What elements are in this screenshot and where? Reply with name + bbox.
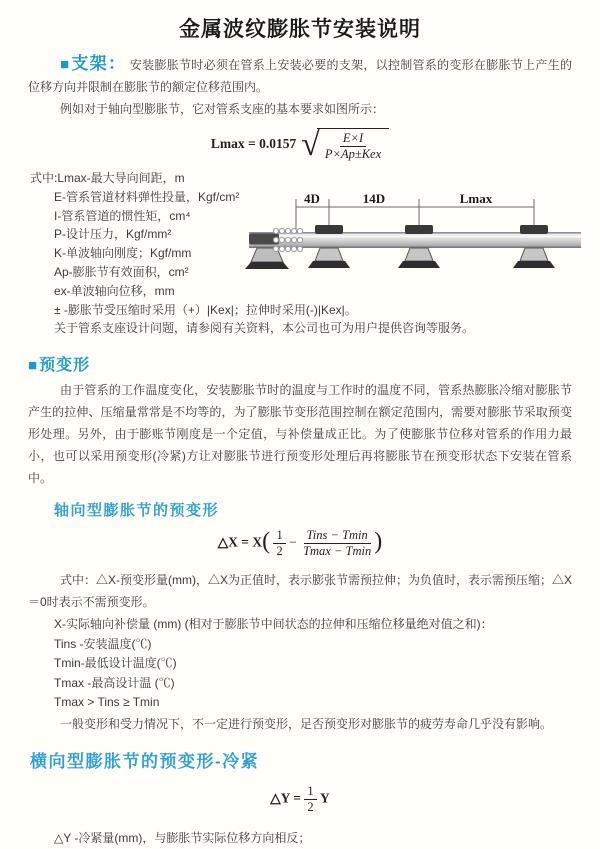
axial-explain-paragraph: 式中：△X-预变形量(mm)，△X为正值时，表示膨张节需预拉伸；为负值时，表示需预压缩；△X＝0时表示不需预变形。 — [28, 573, 572, 610]
fraction-numerator: E×I — [340, 131, 366, 147]
guide-spacing-formula — [28, 125, 572, 163]
square-bullet-icon: ■ — [28, 357, 39, 375]
temperature-fraction — [300, 528, 374, 559]
radicand — [317, 128, 389, 162]
temp-definition: Tins -安装温度(℃) — [54, 636, 152, 651]
lateral-note: △Y -冷紧量(mm)，与膨胀节实际位移方向相反； — [54, 830, 311, 845]
support-section-heading — [60, 54, 126, 73]
definition-line: 式中:Lmax-最大导向间距，m — [30, 171, 185, 185]
fraction-denominator: 2 — [307, 799, 314, 814]
sqrt-fraction — [322, 131, 384, 162]
document-content — [0, 53, 600, 849]
support-example-line: 例如对于轴向型膨胀节，它对管系支座的基本要求如图所示： — [60, 102, 385, 116]
definition-line: I-管系管道的惯性矩，cm⁴ — [54, 208, 191, 223]
definition-line: P-设计压力，Kgf/mm² — [54, 227, 172, 242]
half-fraction — [304, 784, 316, 815]
formula-rhs: Y — [319, 790, 330, 806]
lateral-coldtight-formula — [28, 784, 572, 815]
formula-lhs: Lmax = 0.0157 — [210, 136, 297, 152]
support-intro-paragraph — [28, 53, 572, 98]
predeform-heading-label: 预变形 — [39, 357, 91, 375]
axial-definitions — [28, 615, 572, 713]
fraction-denominator: P×Ap±Kex — [324, 147, 382, 161]
definition-line: K-单波轴向刚度；Kgf/mm — [54, 246, 192, 261]
formula-lhs: △X = X — [217, 534, 263, 550]
lateral-subheading: 横向型膨胀节的预变形-冷紧 — [30, 751, 260, 771]
support-heading-label: 支架： — [71, 54, 127, 73]
half-fraction — [273, 528, 285, 559]
square-bullet-icon: ■ — [60, 56, 71, 73]
dim-label-lmax: Lmax — [459, 191, 493, 206]
definition-line: E-管系管道材料弹性投量，Kgf/cm² — [54, 189, 240, 204]
axial-note: 一般变形和受力情况下，不一定进行预变形，足否预变形对膨胀节的疲劳寿命几乎没有影响。 — [60, 716, 553, 731]
definition-line: Ap-膨胀节有效面积，cm² — [54, 264, 189, 279]
temp-definition: Tmin-最低设计温度(℃) — [54, 656, 177, 671]
minus-sign: − — [289, 534, 297, 550]
fraction-denominator: 2 — [276, 544, 283, 559]
predeform-body-paragraph: 由于管系的工作温度变化，安装膨胀节时的温度与工作时的温度不同，管系热膨胀冷缩对膨胀节产生的拉伸、压缩量常常是不均等的，为了膨胀节变形范围控制在额定范围内，需要对膨胀节采取预变形处理。另外，由于膨账节刚度是一个定值，与补偿量成正比。为了使膨胀节位移对管系的作用力最小，也可以采用预变形(冷紧)方让对膨胀节进行预变形处理后再将膨胀节在预变形状态下安装在管系中。 — [28, 383, 572, 486]
definition-line: ex-单波轴向位移，mm — [54, 283, 175, 298]
support-note: 关于管系支座设计问题，请参阅有关资料，本公司也可为用户提供咨询等服务。 — [54, 321, 475, 336]
fraction-numerator: 1 — [304, 784, 316, 800]
formula-lhs: △Y = — [270, 790, 301, 806]
temp-definition: Tmax -最高设计温 (℃) — [54, 675, 175, 690]
dim-label-4d: 4D — [304, 191, 320, 206]
sqrt-expression — [301, 125, 389, 163]
axial-predeform-formula — [28, 528, 572, 559]
support-intro-text: 安装膨胀节时必须在管系上安装必要的支架，以控制管系的变形在膨胀节上产生的位移方向并限制在膨胀节的额定位移范围内。 — [28, 58, 572, 94]
x-definition: X-实际轴向补偿量 (mm) (相对于膨胀节中间状态的拉伸和压缩位移量绝对值之和)： — [54, 617, 493, 632]
fraction-numerator: 1 — [273, 528, 285, 544]
fraction-denominator: Tmax − Tmin — [303, 544, 372, 559]
bellows-icon — [273, 228, 302, 251]
axial-subheading: 轴向型膨胀节的预变形 — [54, 502, 220, 520]
fraction-numerator: Tins − Tmin — [304, 528, 371, 544]
temp-definition: Tmax > Tins ≥ Tmin — [54, 695, 160, 710]
page-title: 金属波纹膨胀节安装说明 — [179, 18, 421, 41]
definition-line: ± -膨胀节受压缩时采用（+）|Kex|；拉伸时采用(-)|Kex|。 — [54, 302, 357, 317]
dim-label-14d: 14D — [362, 191, 386, 206]
close-paren: ) — [374, 528, 383, 555]
radical-sign: √ — [301, 125, 320, 163]
open-paren: ( — [262, 528, 271, 555]
pipe-support-diagram — [249, 190, 599, 290]
predeform-section-heading — [28, 352, 572, 375]
